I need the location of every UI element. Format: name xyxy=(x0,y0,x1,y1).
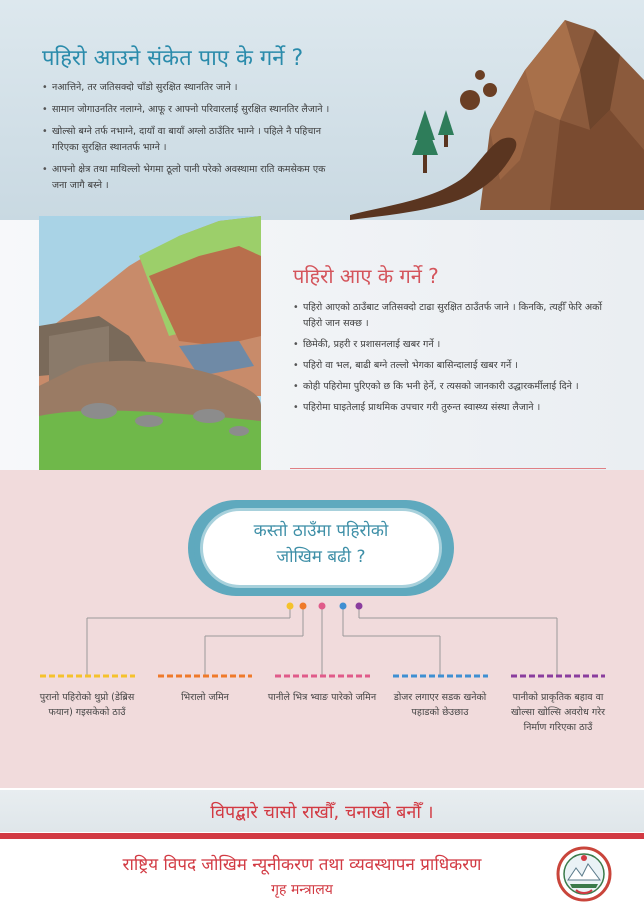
list-item: • पहिरो आएको ठाउँबाट जतिसक्दो टाढा सुरक्षित ठाउँतर्फ जाने । किनकि, त्यहीँ फेरि अर्को पहिरो जान सक्छ । xyxy=(293,300,613,332)
risk-category-water-cavity: पानीले भित्र भ्वाङ पारेको जमिन xyxy=(267,692,377,703)
middle-section-title: पहिरो आए के गर्ने ? xyxy=(293,264,439,288)
risk-category-old-debris: पुरानो पहिरोको थुप्रो (डेब्रिस फयान) गइसकेको ठाउँ xyxy=(39,692,135,718)
footer-organization: राष्ट्रिय विपद जोखिम न्यूनीकरण तथा व्यवस्थापन प्राधिकरण xyxy=(122,855,482,875)
risk-title-line2: जोखिम बढी ? xyxy=(276,547,366,567)
list-item: • कोही पहिरोमा पुरिएको छ कि भनी हेर्ने, र त्यसको जानकारी उद्धारकर्मीलाई दिने । xyxy=(293,379,613,395)
risk-category-road-cutting: डोजर लगाएर सडक खनेको पहाडको छेउछाउ xyxy=(393,692,487,718)
middle-section-list xyxy=(293,300,613,421)
risk-category-blocked-stream: पानीको प्राकृतिक बहाव वा खोल्सा खोल्सि अवरोध गरेर निर्माण गरिएका ठाउँ xyxy=(511,692,605,733)
list-item: • खोल्सो बग्ने तर्फ नभाग्ने, दायाँ वा बायाँ अग्लो ठाउँतिर भाग्ने । पहिले नै पहिचान गरिएका सुरक्षित स्थानतर्फ भाग्ने । xyxy=(42,124,332,156)
list-item: • आफ्नो क्षेत्र तथा माथिल्लो भेगमा ठूलो पानी परेको अवस्थामा राति कमसेकम एक जना जागै बस्ने । xyxy=(42,162,332,194)
list-item: • पहिरो वा भल, बाढी बग्ने तल्लो भेगका बासिन्दालाई खबर गर्ने । xyxy=(293,358,613,374)
divider xyxy=(0,833,644,839)
list-item: • छिमेकी, प्रहरी र प्रशासनलाई खबर गर्ने । xyxy=(293,337,613,353)
top-section-title: पहिरो आउने संकेत पाए के गर्ने ? xyxy=(42,46,304,71)
list-item: • नआत्तिने, तर जतिसक्दो चाँडो सुरक्षित स्थानतिर जाने । xyxy=(42,80,332,96)
landslide-mountain-illustration xyxy=(350,10,644,220)
slogan: विपद्बारे चासो राखौँ, चनाखो बनौँ । xyxy=(210,802,434,823)
top-section-list xyxy=(42,80,332,200)
risk-title xyxy=(200,518,442,570)
footer-ministry: गृह मन्त्रालय xyxy=(271,882,333,898)
list-item: • पहिरोमा घाइतेलाई प्राथमिक उपचार गरी तुरुन्त स्वास्थ्य संस्था लैजाने । xyxy=(293,400,613,416)
risk-category-steep-land: भिरालो जमिन xyxy=(181,692,229,703)
nepal-government-emblem-icon xyxy=(556,846,612,902)
risk-connector-tree xyxy=(0,596,644,686)
landslide-house-illustration xyxy=(39,216,261,470)
risk-title-line1: कस्तो ठाउँमा पहिरोको xyxy=(253,521,389,541)
divider xyxy=(290,468,606,469)
list-item: • सामान जोगाउनतिर नलाग्ने, आफू र आफ्नो परिवारलाई सुरक्षित स्थानतिर लैजाने । xyxy=(42,102,332,118)
